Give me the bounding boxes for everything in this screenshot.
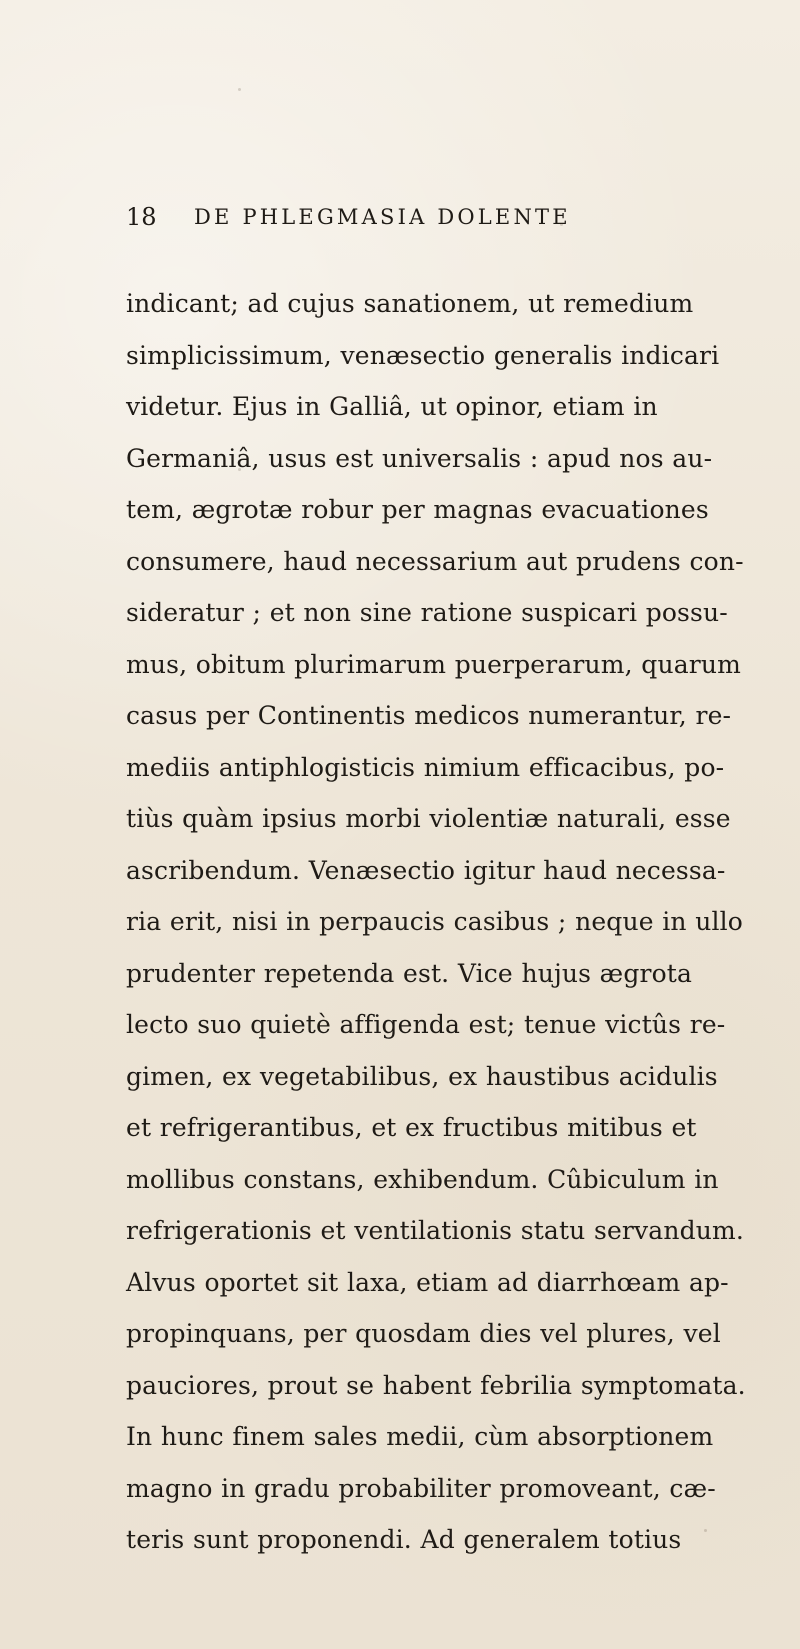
- text-line: simplicissimum, venæsectio generalis indicari: [126, 340, 720, 370]
- text-line: consumere, haud necessarium aut prudens con-: [126, 546, 744, 576]
- page-number: 18: [126, 203, 157, 231]
- running-title: DE PHLEGMASIA DOLENTE: [194, 204, 571, 229]
- text-line: tiùs quàm ipsius morbi violentiæ naturali, esse: [126, 804, 731, 833]
- text-line: teris sunt proponendi. Ad generalem totius: [126, 1525, 682, 1554]
- text-line: prudenter repetenda est. Vice hujus ægrota: [126, 958, 693, 988]
- text-line: propinquans, per quosdam dies vel plures, vel: [126, 1319, 721, 1348]
- text-line: gimen, ex vegetabilibus, ex haustibus acidulis: [126, 1061, 718, 1091]
- text-line: Germaniâ, usus est universalis : apud nos au-: [126, 443, 713, 473]
- text-line: magno in gradu probabiliter promoveant, cæ-: [126, 1473, 716, 1503]
- text-line: ascribendum. Venæsectio igitur haud necessa-: [126, 855, 726, 885]
- text-line: sideratur ; et non sine ratione suspicari possu-: [126, 598, 728, 627]
- text-line: mus, obitum plurimarum puerperarum, quarum: [126, 649, 741, 679]
- text-line: mediis antiphlogisticis nimium efficacibus, po-: [126, 752, 725, 782]
- text-line: In hunc finem sales medii, cùm absorptionem: [126, 1422, 714, 1451]
- paper-speck: [238, 88, 241, 91]
- text-line: Alvus oportet sit laxa, etiam ad diarrhœam ap-: [126, 1267, 729, 1297]
- text-line: ria erit, nisi in perpaucis casibus ; neque in ullo: [126, 907, 743, 936]
- text-line: casus per Continentis medicos numerantur, re-: [126, 701, 732, 730]
- paper-speck: [238, 468, 241, 471]
- text-line: pauciores, prout se habent febrilia symptomata.: [126, 1370, 746, 1400]
- paper-speck: [704, 1529, 707, 1532]
- text-line: mollibus constans, exhibendum. Cûbiculum in: [126, 1164, 719, 1194]
- text-line: refrigerationis et ventilationis statu servandum.: [126, 1216, 744, 1245]
- page-header: [126, 201, 686, 233]
- body-text: [126, 278, 796, 1566]
- text-line: indicant; ad cujus sanationem, ut remedium: [126, 289, 694, 318]
- paper-speck: [560, 223, 563, 226]
- text-line: lecto suo quietè affigenda est; tenue victûs re-: [126, 1010, 726, 1039]
- text-line: videtur. Ejus in Galliâ, ut opinor, etiam in: [126, 392, 658, 421]
- text-line: et refrigerantibus, et ex fructibus mitibus et: [126, 1113, 697, 1142]
- text-line: tem, ægrotæ robur per magnas evacuationes: [126, 495, 709, 524]
